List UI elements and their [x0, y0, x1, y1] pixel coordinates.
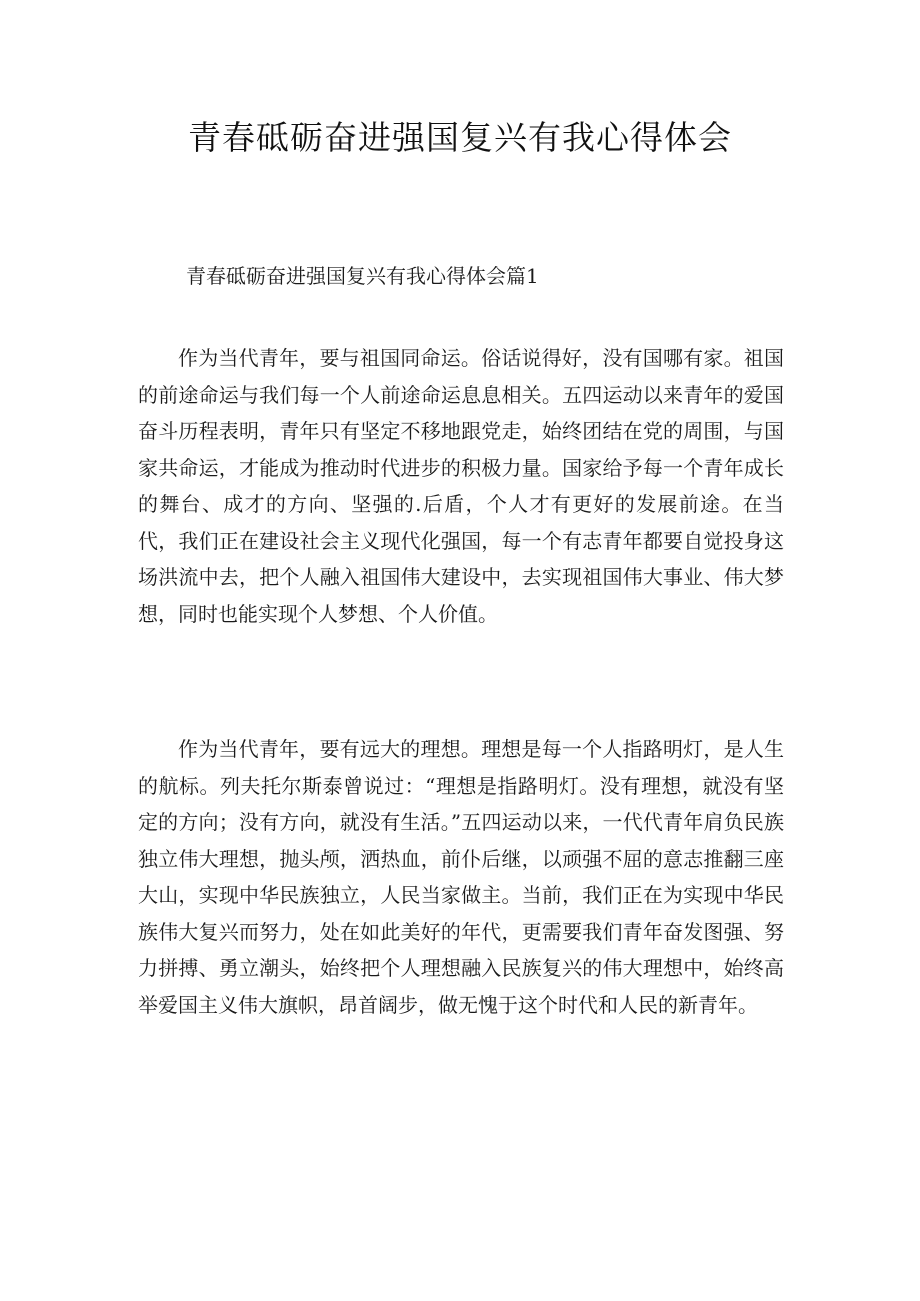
body-paragraph-1: 作为当代青年，要与祖国同命运。俗话说得好，没有国哪有家。祖国的前途命运与我们每一个人前途命运息息相关。五四运动以来青年的爱国奋斗历程表明，青年只有坚定不移地跟党走，始终团结在党的周围，与国家共命运，才能成为推动时代进步的积极力量。国家给予每一个青年成长的舞台、成才的方向、坚强的.后盾，个人才有更好的发展前途。在当代，我们正在建设社会主义现代化强国，每一个有志青年都要自觉投身这场洪流中去，把个人融入祖国伟大建设中，去实现祖国伟大事业、伟大梦想，同时也能实现个人梦想、个人价值。	[138, 346, 784, 626]
document-title: 青春砥砺奋进强国复兴有我心得体会	[188, 118, 732, 157]
section-heading: 青春砥砺奋进强国复兴有我心得体会篇1	[186, 264, 539, 288]
body-paragraph-2: 作为当代青年，要有远大的理想。理想是每一个人指路明灯，是人生的航标。列夫托尔斯泰曾说过：“理想是指路明灯。没有理想，就没有坚定的方向；没有方向，就没有生活。”五四运动以来，一代代青年肩负民族独立伟大理想，抛头颅，洒热血，前仆后继，以顽强不屈的意志推翻三座大山，实现中华民族独立，人民当家做主。当前，我们正在为实现中华民族伟大复兴而努力，处在如此美好的年代，更需要我们青年奋发图强、努力拼搏、勇立潮头，始终把个人理想融入民族复兴的伟大理想中，始终高举爱国主义伟大旗帜，昂首阔步，做无愧于这个时代和人民的新青年。	[138, 737, 784, 1017]
